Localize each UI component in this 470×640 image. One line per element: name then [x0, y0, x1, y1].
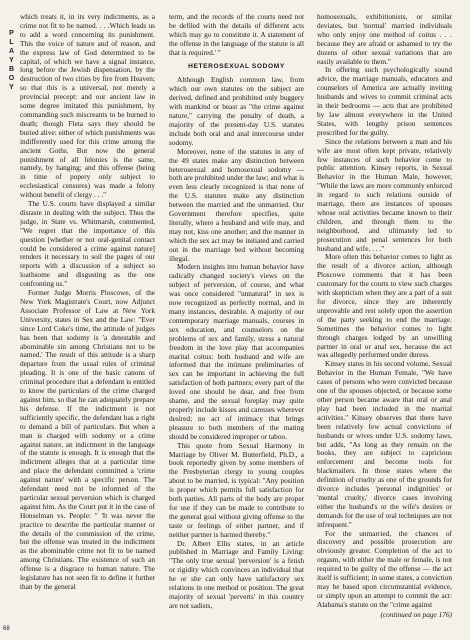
paragraph: homosexuals, exhibitionists, or similar deviates, but 'normal' married individuals who only enjoy one method of coitus . . . because they are afraid or ashamed to try the dozens of other sexual variations that are easily available to them." [317, 13, 452, 66]
article-column-2 [169, 13, 304, 625]
paragraph: Dr. Albert Ellis states, in an article published in Marriage and Family Living: "The only true sexual 'perversion' is a fetish or rigidity which convinces an individual that he or she can only have satisfactory sex relations in one method or position. The great majority of sexual 'perverts' in this country are not sadists, [169, 538, 304, 610]
paragraph: Although English common law, from which our own statutes on the subject are derived, defined and prohibited only buggery with mankind or beast as "the crime against nature," carrying the penalty of death, a majority of the present-day U.S. statutes include both oral and anal intercourse under sodomy. [169, 75, 304, 147]
paragraph: The U.S. courts have displayed a similar distaste in dealing with the subject. Thus the judge, in State vs. Whitmarsh, commented, "We regret that the importance of this question [whether or not oral-genital contact could be considered a crime against nature] renders it necessary to soil the pages of our reports with a discussion of a subject so loathsome and disgusting as the one confronting us." [20, 199, 155, 289]
masthead: PLAYBOY [8, 30, 15, 93]
paragraph: For the unmarried, the chances of discovery and possible prosecution are obviously greater. Completion of the act to orgasm, with either the male or female, is not required to be guilty of the offense — the act itself is sufficient; in some states, a conviction may be based upon circumstantial evidence, or simply upon an attempt to commit the act: Alabama's statute on the "crime against [317, 528, 452, 609]
paragraph: term, and the records of the courts need not be defiled with the details of different acts which may go to constitute it. A statement of the offense in the language of the statute is all that is required.' " [169, 13, 304, 57]
paragraph: Since the relations between a man and his wife are most often kept private, relatively few instances of such behavior come to public attention. Kinsey reports, in Sexual Behavior in the Human Male, however, "While the laws are more commonly enforced in regard to such relations outside of marriage, there are instances of spouses whose oral activities became known to their children, and through them to the neighborhood, and ultimately led to prosecution and penal sentences for both husband and wife. . . ." [317, 136, 452, 253]
page-number: 68 [3, 626, 10, 632]
section-heading: HETEROSEXUAL SODOMY [188, 62, 285, 70]
paragraph: which treats it, in its very indictments, as a crime not fit to be named. . . .Which leads us to add a word concerning its punishment. This the voice of nature and of reason, and the express law of God determined to be capital, of which we have a signal instance, long before the Jewish dispensation, by the destruction of two cities by fire from Heaven; so that this is a universal, not merely a provincial precept: and our ancient law in some degree imitated this punishment, by commanding such miscreants to be burned to death; though Fleta says they should be buried alive: either of which punishments was indifferently used for this crime among the ancient Goths. But now the general punishment of all felonies is the same, namely, by hanging; and this offense (being in time of popery only subject to ecclesiastical censures) was made a felony without benefit of clergy . . ." [20, 13, 155, 200]
paragraph: Kinsey states in his second volume, Sexual Behavior in the Human Female, "We have cases of persons who were convicted because one of the spouses objected, or because some other person became aware that oral or anal play had been included in the marital activities." Kinsey observes that there have been relatively few actual convictions of husbands or wives under U.S. sodomy laws, but adds, "As long as they remain on the books, they are subject to capricious enforcement and become tools for blackmailers. In those states where the definition of cruelty as one of the grounds for divorce includes 'personal indignities' or 'mental cruelty,' divorce cases involving either the husband's or the wife's desires or demands for the use of oral techniques are not infrequent." [317, 359, 452, 529]
paragraph: More often this behavior comes to light as the result of a divorce action, although Ploscowe comments that it has been customary for the courts to view such charges with skepticism when they are a part of a suit for divorce, since they are inherently unprovable and rest solely upon the assertion of the party seeking to end the marriage. Sometimes the behavior comes to light through charges lodged by an unwilling partner in oral or anal sex, because the act was allegedly performed under duress. [317, 252, 452, 360]
article-column-1 [20, 13, 155, 625]
paragraph: This quote from Sexual Harmony in Marriage by Oliver M. Butterfield, Ph.D., a book reportedly given by some members of the Presbyterian clergy to young couples about to be married, is typical: "Any position is proper which permits full satisfaction for both parties. All parts of the body are proper for use if they can be made to contribute to the general goal without giving offense to the taste or feelings of either partner, and if neither partner is harmed thereby." [169, 440, 304, 539]
paragraph: In offering such psychologically sound advice, the marriage manuals, educators and counselors of America are actually inviting husbands and wives to commit criminal acts in their bedrooms — acts that are prohibited by law almost everywhere in the United States, with lengthy prison sentences prescribed for the guilty. [317, 65, 452, 137]
paragraph: Modern insights into human behavior have radically changed society's views on the subject of perversion, of course, and what was once considered "unnatural" in sex is now recognized as perfectly normal, and in many instances, desirable. A majority of our contemporary marriage manuals, courses in sex education, and counselors on the problems of sex and family, stress a natural freedom in the love play that accompanies marital coitus: both husband and wife are informed that the intimate preliminaries of sex can be important in achieving the full satisfaction of both partners; every part of the loved one should be dear, and free from shame, and the sexual foreplay may quite properly include kisses and caresses wherever desired; no act of intimacy that brings pleasure to both members of the mating should be considered improper or taboo. [169, 262, 304, 441]
paragraph: Former Judge Morris Ploscowe, of the New York Magistrate's Court, now Adjunct Associate Professor of Law at New York University, states in Sex and the Law: "Ever since Lord Coke's time, the attitude of judges has been that sodomy is 'a detestable and abominable sin among Christians not to be named.' The result of this attitude is a sharp departure from the usual rules of criminal pleading. It is one of the basic canons of criminal procedure that a defendant is entitled to know the particulars of the crime charged against him, so that he can adequately prepare his defense. If the indictment is not sufficiently specific, the defendant has a right to demand a bill of particulars. But when a man is charged with sodomy or a crime against nature, an indictment in the language of the statute is enough. It is enough that the indictment alleges that at a particular time and place the defendant committed a 'crime against nature' with a specific person. The defendant need not be informed of the particular sexual perversion which is charged against him. As the Court put it in the case of Honselman vs. People: " 'It was never the practice to describe the particular manner or the details of the commission of the crime, but the offense was treated in the indictment as the abominable crime not fit to be named among Christians. The existence of such an offense is a disgrace to human nature. The legislature has not seen fit to define it further than by the general [20, 288, 155, 591]
article-column-3 [317, 13, 452, 625]
continued-note: (continued on page 176) [380, 609, 452, 619]
paragraph: Moreover, none of the statutes in any of the 49 states make any distinction between heterosexual and homosexual sodomy — both are prohibited under the law; and what is even less clearly recognized is that none of the U.S. statutes make any distinction between the married and the unmarried. Our Government therefore specifies, quite literally, where a husband and wife may, and may not, kiss one another; and the manner in which the sex act may be initiated and carried out in the marriage bed without becoming illegal. [169, 146, 304, 263]
